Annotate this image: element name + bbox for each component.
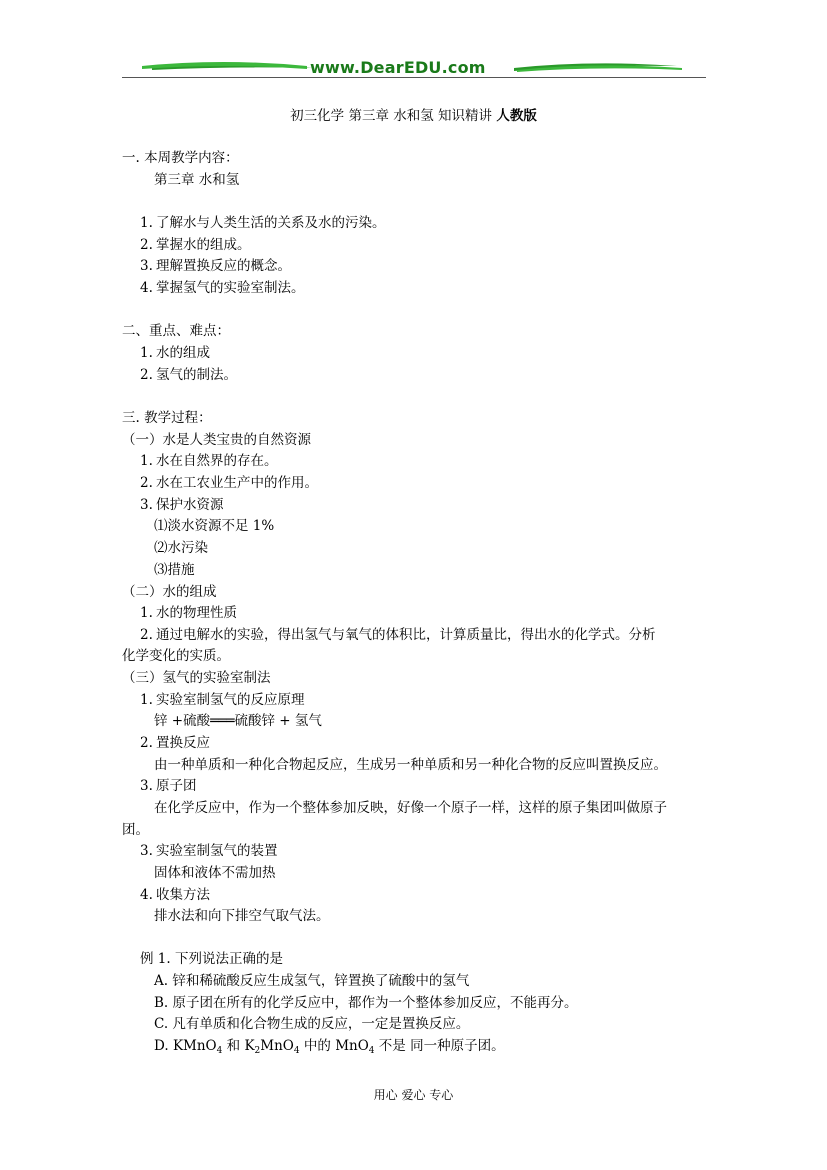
page-footer: 用心 爱心 专心	[373, 1088, 454, 1102]
section-3-heading: 三. 教学过程：	[122, 410, 212, 426]
option-b: B. 原子团在所有的化学反应中，都作为一个整体参加反应，不能再分。	[154, 995, 578, 1011]
definition-text: 固体和液体不需加热	[154, 865, 276, 881]
list-item: 1. 实验室制氢气的反应原理	[140, 692, 305, 708]
paragraph-continuation: 团。	[122, 822, 149, 838]
option-a: A. 锌和稀硫酸反应生成氢气，锌置换了硫酸中的氢气	[154, 973, 470, 989]
part-2-heading: （二）水的组成	[122, 584, 217, 600]
definition-text: 在化学反应中，作为一个整体参加反映，好像一个原子一样，这样的原子集团叫做原子	[154, 800, 667, 816]
reaction-equation: 锌 +硫酸═══硫酸锌 + 氢气	[154, 713, 322, 729]
list-item: 4. 收集方法	[140, 887, 210, 903]
list-item: 2. 氢气的制法。	[140, 367, 237, 383]
list-item: 2. 置换反应	[140, 735, 210, 751]
list-item: 1. 水在自然界的存在。	[140, 453, 278, 469]
document-title: 初三化学 第三章 水和氢 知识精讲 人教版	[290, 108, 537, 124]
list-item: 2. 掌握水的组成。	[140, 237, 251, 253]
list-item: 3. 原子团	[140, 778, 197, 794]
sub-item: ⑵水污染	[154, 540, 208, 556]
section-1-heading: 一. 本周教学内容：	[122, 150, 239, 166]
list-item: 1. 了解水与人类生活的关系及水的污染。	[140, 215, 386, 231]
part-1-heading: （一）水是人类宝贵的自然资源	[122, 432, 311, 448]
sub-item: ⑴淡水资源不足 1%	[154, 518, 275, 534]
section-2-heading: 二、重点、难点：	[122, 323, 230, 339]
part-3-heading: （三）氢气的实验室制法	[122, 670, 271, 686]
definition-text: 排水法和向下排空气取气法。	[154, 908, 330, 924]
site-logo-text[interactable]: www.DearEDU.com	[310, 58, 486, 77]
list-item: 1. 水的组成	[140, 345, 210, 361]
list-item: 2. 水在工农业生产中的作用。	[140, 475, 318, 491]
list-item: 3. 实验室制氢气的装置	[140, 843, 278, 859]
list-item: 4. 掌握氢气的实验室制法。	[140, 280, 305, 296]
paragraph-continuation: 化学变化的实质。	[122, 648, 230, 664]
list-item: 2. 通过电解水的实验，得出氢气与氧气的体积比，计算质量比，得出水的化学式。分析	[140, 627, 656, 643]
header-divider	[122, 77, 706, 78]
definition-text: 由一种单质和一种化合物起反应，生成另一种单质和另一种化合物的反应叫置换反应。	[154, 757, 667, 773]
option-d: D. KMnO$_4$ 和 $K_2MnO_4$ 中的 MnO$_4$ 不是 同一种原子团。	[154, 1038, 505, 1056]
chapter-label: 第三章 水和氢	[154, 172, 240, 188]
sub-item: ⑶措施	[154, 562, 195, 578]
list-item: 1. 水的物理性质	[140, 605, 237, 621]
list-item: 3. 保护水资源	[140, 497, 224, 513]
option-c: C. 凡有单质和化合物生成的反应，一定是置换反应。	[154, 1016, 470, 1032]
list-item: 3. 理解置换反应的概念。	[140, 258, 291, 274]
example-question: 例 1. 下列说法正确的是	[140, 951, 283, 967]
